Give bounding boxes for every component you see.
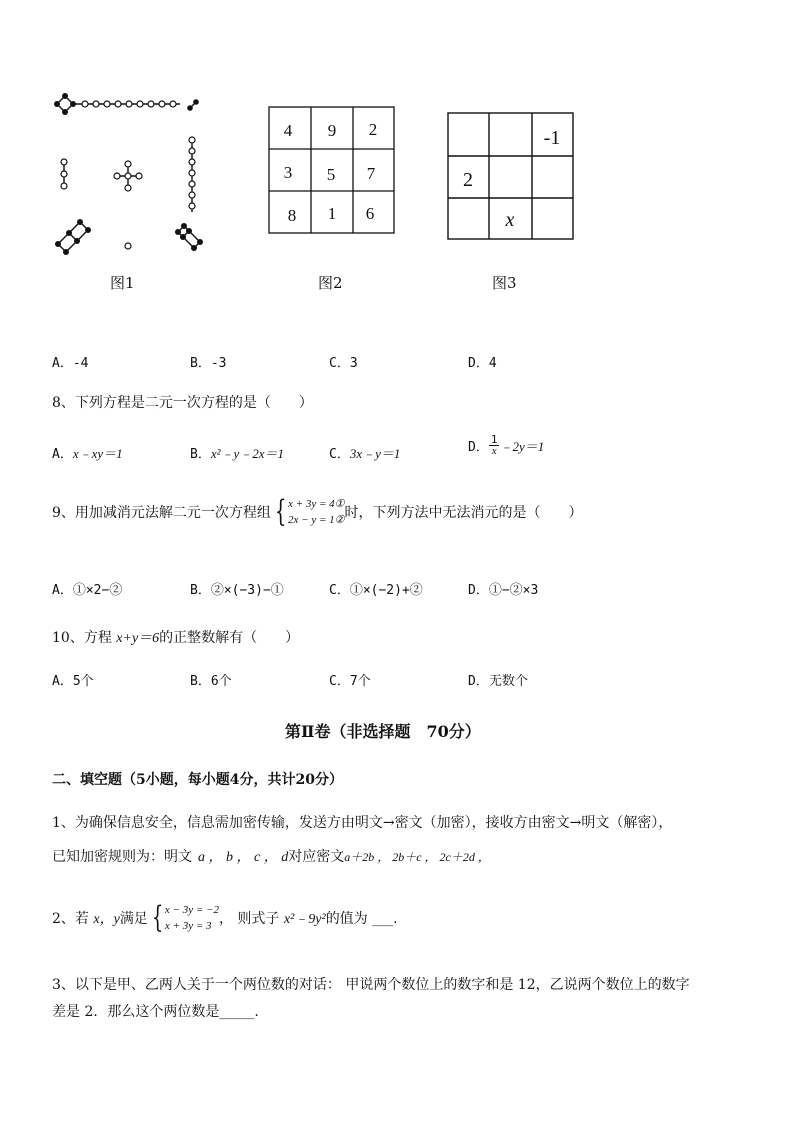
part2-title: 第Ⅱ卷（非选择题 70分） — [285, 722, 481, 741]
q8-option-c[interactable] — [329, 443, 400, 462]
q9-stem-post: 时，下列方法中无法消元的是（ ） — [344, 505, 583, 521]
q9-brace: { — [274, 494, 287, 529]
fill2-post1: ， 则式子 — [218, 911, 280, 927]
figure-1-dot-patterns — [50, 92, 210, 262]
fill2-vars: x，y — [93, 912, 120, 927]
q8-option-b[interactable] — [190, 443, 284, 462]
fill1-cipher: a＋2b ， 2b＋c ， 2c＋2d ， — [344, 850, 490, 864]
figure-3-caption: 图3 — [492, 274, 517, 292]
q10-option-d[interactable]: D．无数个 — [468, 674, 528, 689]
figure-2-caption: 图2 — [318, 274, 343, 292]
fill2 — [52, 902, 398, 934]
q10-stem — [52, 627, 299, 647]
q8-d-fraction — [489, 434, 500, 457]
q7-option-c[interactable]: C．3 — [329, 356, 358, 371]
fig2-cell: 5 — [326, 165, 336, 184]
fill2-post2[interactable]: 的值为 ___. — [325, 911, 398, 927]
q7-option-b[interactable]: B．-3 — [190, 356, 227, 371]
fig2-cell: 4 — [283, 121, 293, 140]
q10-option-a[interactable]: A．5个 — [52, 674, 94, 689]
q7-option-a[interactable]: A．-4 — [52, 356, 89, 371]
q8-d-tail: ﹣2y＝1 — [499, 439, 545, 454]
fill2-eq1: x − 3y = −2 — [164, 904, 219, 916]
q8-b-expr: x²﹣y﹣2x＝1 — [210, 446, 285, 461]
fill2-pre: 2、若 — [52, 911, 89, 927]
q8-c-label: C． — [329, 447, 350, 462]
fill3-line2[interactable]: 差是 2．那么这个两位数是_____. — [52, 1004, 259, 1020]
fill2-mid: 满足 — [119, 911, 148, 927]
q8-a-label: A． — [52, 447, 73, 462]
fill1-line1: 1、为确保信息安全，信息需加密传输，发送方由明文→密文（加密），接收方由密文→明文（解密）， — [52, 815, 673, 831]
section-fill-in-heading: 二、填空题（5小题，每小题4分，共计20分） — [52, 772, 343, 788]
q9-option-b[interactable]: B．②×(−3)−① — [190, 583, 284, 598]
fill1-line2-pre: 已知加密规则为：明文 — [52, 849, 192, 865]
fig2-cell: 6 — [365, 204, 375, 223]
fill1-line2 — [52, 846, 490, 866]
q9-option-c[interactable]: C．①×(−2)+② — [329, 583, 423, 598]
q9-option-a[interactable]: A．①×2−② — [52, 583, 123, 598]
q10-option-c[interactable]: C．7个 — [329, 674, 371, 689]
fig2-cell: 9 — [327, 121, 337, 140]
q9-eq2: 2x − y = 1② — [288, 514, 345, 526]
q9-eq1: x + 3y = 4① — [288, 498, 345, 510]
fill2-brace: { — [151, 900, 164, 935]
q8-c-expr: 3x﹣y＝1 — [349, 446, 401, 461]
q10-expr: x+y＝6 — [116, 631, 160, 646]
q8-b-label: B． — [190, 447, 211, 462]
fig2-cell: 3 — [283, 163, 293, 182]
fill3-line1: 3、以下是甲、乙两人关于一个两位数的对话： 甲说两个数位上的数字和是 12，乙说两个数位上的数字 — [52, 977, 690, 993]
q9-system — [288, 496, 344, 528]
q10-option-b[interactable]: B．6个 — [190, 674, 232, 689]
fig3-cell-neg1: -1 — [543, 127, 561, 149]
fig2-cell: 7 — [366, 164, 376, 183]
fill1-mid: 对应密文 — [288, 849, 345, 865]
q8-d-denominator: x — [491, 445, 497, 457]
fig3-cell-x: x — [505, 209, 515, 231]
figure-1-caption: 图1 — [110, 274, 135, 292]
q8-option-d[interactable] — [468, 434, 544, 457]
fig3-cell-2: 2 — [463, 169, 473, 191]
q9-stem — [52, 496, 583, 528]
q8-d-numerator: 1 — [490, 433, 498, 446]
fill2-expr: x²﹣9y² — [283, 912, 326, 927]
q8-d-label: D． — [468, 440, 489, 455]
q8-a-expr: x﹣xy＝1 — [72, 446, 123, 461]
fill1-vars: a ， b ， c ， d — [198, 850, 289, 865]
fig2-cell: 8 — [287, 206, 297, 225]
q8-stem: 8、下列方程是二元一次方程的是（ ） — [52, 395, 313, 411]
fill2-system — [165, 902, 219, 934]
q7-option-d[interactable]: D．4 — [468, 356, 497, 371]
figure-2-magic-square — [268, 106, 396, 236]
q8-option-a[interactable] — [52, 443, 123, 462]
q9-option-d[interactable]: D．①−②×3 — [468, 583, 539, 598]
q10-stem-pre: 10、方程 — [52, 630, 112, 646]
fill2-eq2: x + 3y = 3 — [164, 920, 212, 932]
fig2-cell: 1 — [327, 204, 337, 223]
q10-stem-post: 的正整数解有（ ） — [159, 630, 300, 646]
q9-stem-pre: 9、用加减消元法解二元一次方程组 — [52, 505, 271, 521]
fig2-cell: 2 — [368, 120, 378, 139]
figure-3-grid — [446, 112, 576, 242]
